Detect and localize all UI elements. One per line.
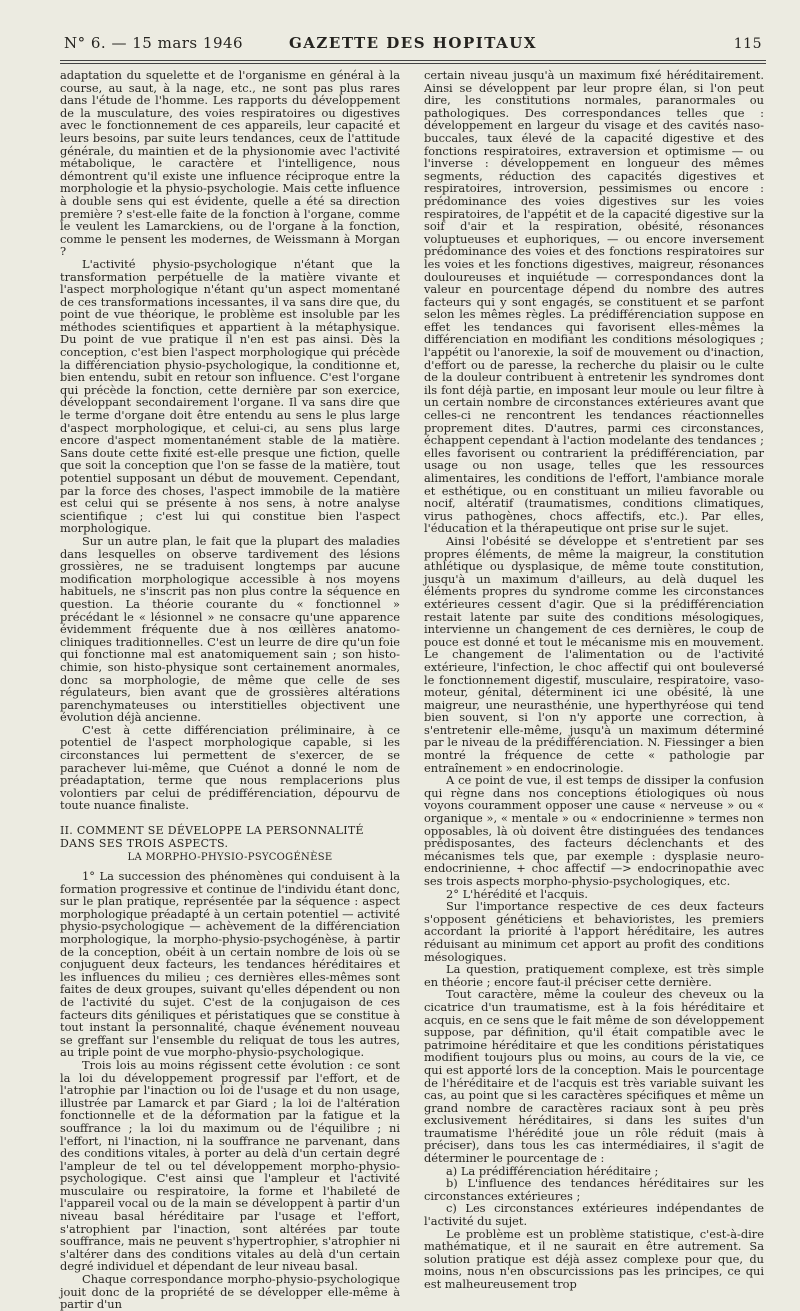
left-column (60, 68, 400, 1311)
section-heading (60, 824, 400, 864)
paragraph: certain niveau jusqu'à un maximum fixé héréditairement. Ainsi se développent par leur propre élan, si l'on peut dire, les constitutions normales, paranormales ou pathologiques. Des correspondances telles que : développement en largeur du visage et des cavités naso-buccales, taux élevé de la capacité digestive et des fonctions respiratoires, extraversion et optimisme — ou l'inverse : développement en longueur des mêmes segments, réduction des capacités digestives et respiratoires, introversion, pessimismes ou encore : prédominance des voies digestives sur les voies respiratoires, de l'appétit et de la capacité digestive sur la soif d'air et la respiration, obésité, résonances voluptueuses et euphoriques, — ou encore inversement prédominance des voies et des fonctions respiratoires sur les voies et les fonctions digestives, maigreur, résonances douloureuses et inquiétude — correspondances dont la valeur en pourcentage dépend du nombre des autres facteurs qui y sont engagés, se constituent et se parfont selon les mêmes règles. La prédifférenciation suppose en effet les tendances qui favorisent elles-mêmes la différenciation en modifiant les conditions mésologiques ; l'appétit ou l'anorexie, la soif de mouvement ou d'inaction, d'effort ou de paresse, la recherche du plaisir ou le culte de la douleur contribuent à entretenir les syndromes dont ils font déjà partie, en imposant leur moule ou leur filtre à un certain nombre de circonstances extérieures avant que celles-ci ne rencontrent les tendances réactionnelles proprement dites. D'autres, parmi ces circonstances, échappent cependant à l'action modelante des tendances ; elles favorisent ou contrarient la prédifférenciation, par usage ou non usage, telles que les ressources alimentaires, les conditions de l'effort, l'ambiance morale et esthétique, ou en constituant un milieu favorable ou nocif, altératif (traumatismes, conditions climatiques, virus pathogènes, chocs affectifs, etc.). Par elles, l'éducation et la thérapeutique ont prise sur le sujet. (424, 68, 764, 536)
paragraph: Tout caractère, même la couleur des cheveux ou la cicatrice d'un traumatisme, est à la fois héréditaire et acquis, en ce sens que le fait même de son développement suppose, par définition, qu'il était compatible avec le patrimoine héréditaire et que les conditions péristatiques modifient toujours plus ou moins, au cours de la vie, ce qui est apporté lors de la conception. Mais le pourcentage de l'héréditaire et de l'acquis est très variable suivant les cas, au point que si les caractères spécifiques et même un grand nombre de caractères raciaux sont à peu près exclusivement héréditaires, si dans les suites d'un traumatisme l'hérédité joue un rôle réduit (mais à préciser), dans tous les cas intermédiaires, il s'agit de déterminer le pourcentage de : (424, 987, 764, 1166)
list-item: c) Les circonstances extérieures indépendantes de l'activité du sujet. (424, 1201, 764, 1229)
paragraph: Le problème est un problème statistique, c'est-à-dire mathématique, et il ne saurait en être autrement. Sa solution pratique est déjà assez complexe pour que, du moins, nous n'en obscurcissions pas les principes, ce qui est malheureusement trop (424, 1226, 764, 1291)
section-title: II. COMMENT SE DÉVELOPPE LA PERSONNALITÉ DANS SES TROIS ASPECTS. (60, 824, 364, 851)
paragraph: Trois lois au moins régissent cette évolution : ce sont la loi du développement progressif par l'effort, et de l'atrophie par l'inaction ou loi de l'usage et du non usage, illustrée par Lamarck et par Giard ; la loi de l'altération fonctionnelle et de la déformation par la fatigue et la souffrance ; la loi du maximum ou de l'équilibre ; ni l'effort, ni l'inaction, ni la souffrance ne parvenant, dans des conditions vitales, à porter au delà d'un certain degré l'ampleur de tel ou tel développement morpho-physio-psychologique. C'est ainsi que l'ampleur et l'activité musculaire ou respiratoire, la forme et l'habileté de l'appareil vocal ou de la main se développent à partir d'un niveau basal héréditaire par l'usage et l'effort, s'atrophient par l'inaction, sont altérées par toute souffrance, mais ne peuvent s'hypertrophier, s'atrophier ni s'altérer dans des conditions vitales au delà d'un certain degré individuel et dépendant de leur niveau basal. (60, 1057, 400, 1274)
paragraph: A ce point de vue, il est temps de dissiper la confusion qui règne dans nos conceptions étiologiques où nous voyons couramment opposer une cause « nerveuse » ou « organique », « mentale » ou « endocrinienne » termes non opposables, là où doivent être distinguées des tendances prédisposantes, des facteurs déclenchants et des mécanismes tels que, par exemple : dysplasie neuro-endocrinienne, + choc affectif —> endocrinopathie avec ses trois aspects morpho-physio-psychologiques, etc. (424, 773, 764, 888)
paragraph: Ainsi l'obésité se développe et s'entretient par ses propres éléments, de même la maigreur, la constitution athlétique ou dysplasique, de même toute constitution, jusqu'à un maximum d'ailleurs, au delà duquel les éléments propres du syndrome comme les circonstances extérieures cessent d'agir. Que si la prédifférenciation restait latente par suite des conditions mésologiques, intervienne un changement de ces dernières, le coup de pouce est donné et tout le mécanisme mis en mouvement. Le changement de l'alimentation ou de l'activité extérieure, l'infection, le choc affectif qui ont bouleversé le fonctionnement digestif, musculaire, respiratoire, vaso-moteur, génital, déterminent ici une obésité, là une maigreur, une neurasthénie, une hyperthyréose qui tend bien souvent, si l'on n'y apporte une correction, à s'entretenir elle-même, jusqu'à un maximum déterminé par le niveau de la prédifférenciation. N. Fiessinger a bien montré la fréquence de cette « pathologie par entraînement » en endocrinologie. (424, 533, 764, 775)
paragraph: adaptation du squelette et de l'organisme en général à la course, au saut, à la nage, etc., ne sont pas plus rares dans l'étude de l'homme. Les rapports du développement de la musculature, des voies respiratoires ou digestives avec le fonctionnement de ces appareils, leur capacité et leurs besoins, par suite leurs tendances, ceux de l'attitude générale, du maintien et de la physionomie avec l'activité métabolique, le caractère et l'intelligence, nous démontrent qu'il existe une influence réciproque entre la morphologie et la physio-psychologie. Mais cette influence à double sens qui est évidente, quelle a été sa direction première ? s'est-elle faite de la fonction à l'organe, comme le veulent les Lamarckiens, ou de l'organe à la fonction, comme le pensent les modernes, de Weissmann à Morgan ? (60, 68, 400, 259)
paragraph: C'est à cette différenciation préliminaire, à ce potentiel de l'aspect morphologique capable, si les circonstances lui permettent de s'exercer, de se parachever lui-même, que Cuénot a donné le nom de préadaptation, terme que nous remplacerions plus volontiers par celui de prédifférenciation, dépourvu de toute nuance finaliste. (60, 722, 400, 813)
header-rule (60, 60, 766, 61)
list-item: b) L'influence des tendances héréditaires sur les circonstances extérieures ; (424, 1176, 764, 1203)
paragraph: Chaque correspondance morpho-physio-psychologique jouit donc de la propriété de se développer elle-même à partir d'un (60, 1272, 400, 1311)
subsection-heading: 2° L'hérédité et l'acquis. (446, 886, 589, 901)
paragraph: Sur un autre plan, le fait que la plupart des maladies dans lesquelles on observe tardivement des lésions grossières, ne se traduisent longtemps par aucune modification morphologique accessible à nos moyens habituels, ne s'inscrit pas non plus contre la séquence en question. La théorie courante du « fonctionnel » précédant le « lésionnel » ne consacre qu'une apparence évidemment fréquente due à nos œillères anatomo-cliniques traditionnelles. C'est un leurre de dire qu'un foie qui fonctionne mal est anatomiquement sain ; son histo-chimie, son histo-physique sont certainement anormales, donc sa morphologie, de même que celle de ses régulateurs, bien avant que de grossières altérations parenchymateuses ou interstitielles objectivent une évolution déjà ancienne. (60, 533, 400, 725)
paragraph: Sur l'importance respective de ces deux facteurs s'opposent généticiens et behavioristes, les premiers accordant la priorité à l'apport héréditaire, les autres réduisant au minimum cet apport au profit des conditions mésologiques. (424, 899, 764, 964)
page-number: 115 (733, 36, 762, 52)
right-column (424, 68, 764, 1291)
page-header (64, 34, 762, 60)
section-subtitle: LA MORPHO-PHYSIO-PSYCOGÉNÈSE (127, 852, 333, 864)
issue-date: N° 6. — 15 mars 1946 (64, 34, 244, 52)
list-item: a) La prédifférenciation héréditaire ; (446, 1163, 659, 1178)
paragraph: La question, pratiquement complexe, est très simple en théorie ; encore faut-il préciser cette dernière. (424, 962, 764, 989)
journal-title: GAZETTE DES HOPITAUX (288, 34, 537, 52)
header-rule-thin (60, 63, 766, 64)
paragraph: 1° La succession des phénomènes qui conduisent à la formation progressive et continue de l'individu étant donc, sur le plan pratique, représentée par la séquence : aspect morphologique préadapté à un certain potentiel — activité physio-psychologique — achèvement de la différenciation morphologique, la morpho-physio-psychogénèse, à partir de la conception, obéit à un certain nombre de lois où se conjuguent deux facteurs, les tendances héréditaires et les influences du milieu ; ces dernières elles-mêmes sont faites de deux groupes, suivant qu'elles dépendent ou non de l'activité du sujet. C'est de la conjugaison de ces facteurs dits géniliques et péristatiques que se constitue à tout instant la personnalité, chaque événement nouveau se greffant sur l'ensemble du reliquat de tous les autres, au triple point de vue morpho-physio-psychologique. (60, 869, 400, 1060)
paragraph: L'activité physio-psychologique n'étant que la transformation perpétuelle de la matière vivante et l'aspect morphologique n'étant qu'un aspect momentané de ces transformations incessantes, il va sans dire que, du point de vue théorique, le problème est insoluble par les méthodes scientifiques et appartient à la métaphysique. Du point de vue pratique il n'en est pas ainsi. Dès la conception, c'est bien l'aspect morphologique qui précède la différenciation physio-psychologique, la conditionne et, bien entendu, subit en retour son influence. C'est l'organe qui précède la fonction, cette dernière par son exercice, développant secondairement l'organe. Il va sans dire que le terme d'organe doit être entendu au sens le plus large d'aspect morphologique, et celui-ci, au sens plus large encore d'aspect momentanément stable de la matière. Sans doute cette fixité est-elle presque une fiction, quelle que soit la conception que l'on se fasse de la matière, tout potentiel supposant un début de mouvement. Cependant, par la force des choses, l'aspect immobile de la matière est celui qui se présente à nos sens, à notre analyse scientifique ; c'est lui qui constitue bien l'aspect morphologique. (60, 256, 400, 536)
